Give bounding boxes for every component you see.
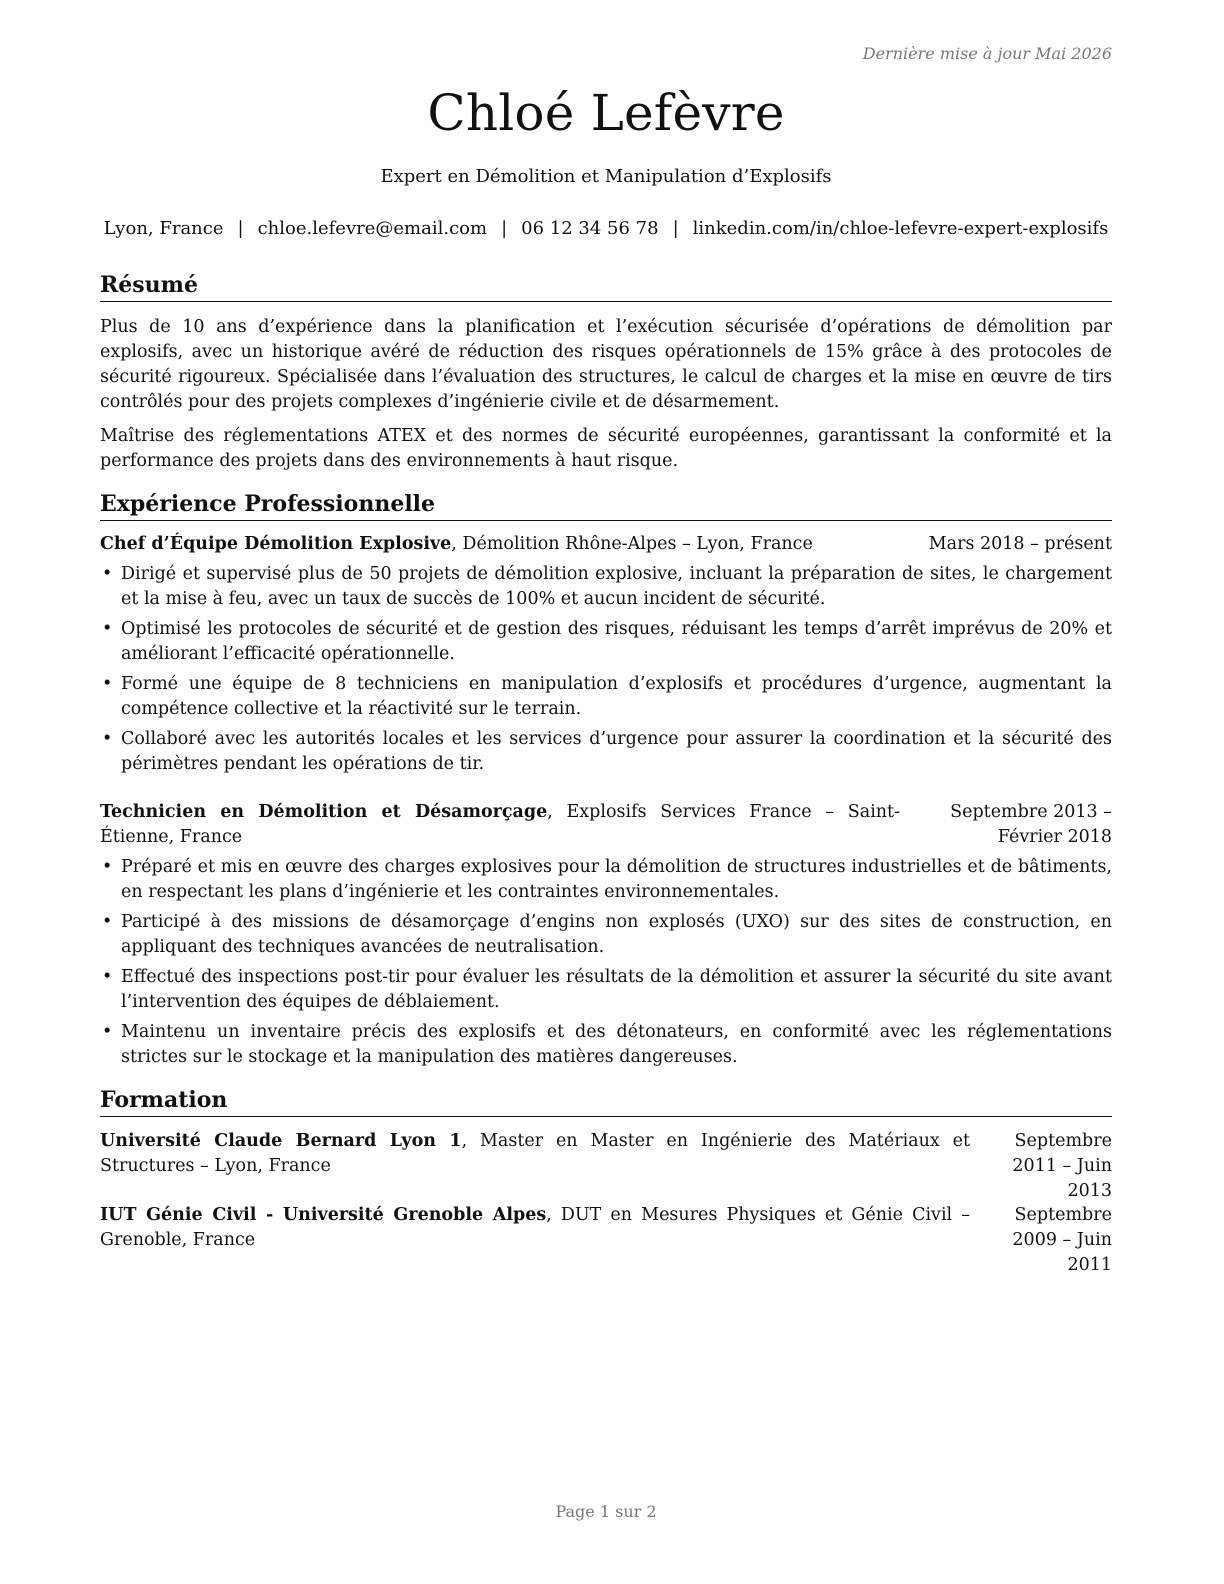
education-detail: , DUT en Mesures Physiques et Génie Civil – Grenoble, France [100,1205,970,1250]
contact-separator: | [237,218,244,239]
education-detail: , Master en Master en Ingénierie des Matériaux et Structures – Lyon, France [100,1131,970,1176]
education-heading: Formation [100,1085,1112,1117]
summary-paragraph: Plus de 10 ans d’expérience dans la planification et l’exécution sécurisée d’opérations de démolition par explosifs, avec un historique avéré de réduction des risques opérationnels de 15% grâce à des protocoles de sécurité rigoureux. Spécialisée dans l’évaluation des structures, le calcul de charges et la mise en œuvre de tirs contrôlés pour des projets complexes d’ingénierie civile et de désarmement. [100,317,1112,412]
experience-section [100,489,1112,1070]
job-role-company [100,800,900,850]
job-dates: Septembre 2013 – Février 2018 [950,802,1112,847]
job-header [100,532,1112,557]
job-bullet: • Effectué des inspections post-tir pour évaluer les résultats de la démolition et assurer la sécurité du site avant l’intervention des équipes de déblaiement. [100,965,1112,1015]
job-bullet: • Maintenu un inventaire précis des explosifs et des détonateurs, en conformité avec les réglementations strictes sur le stockage et la manipulation des matières dangereuses. [100,1020,1112,1070]
last-updated-note: Dernière mise à jour Mai 2026 [862,44,1112,63]
job-role-company [100,532,920,557]
job-bullet: • Optimisé les protocoles de sécurité et de gestion des risques, réduisant les temps d’arrêt imprévus de 20% et améliorant l’efficacité opérationnelle. [100,617,1112,667]
experience-heading: Expérience Professionnelle [100,489,1112,521]
page-number: Page 1 sur 2 [555,1502,657,1521]
contact-separator: | [672,218,679,239]
contact-line [100,218,1112,239]
education-school-detail [100,1203,970,1253]
job-bullet: • Collaboré avec les autorités locales et les services d’urgence pour assurer la coordination et la sécurité des périmètres pendant les opérations de tir. [100,727,1112,777]
job-bullet: • Dirigé et supervisé plus de 50 projets de démolition explosive, incluant la préparation de sites, le chargement et la mise à feu, avec un taux de succès de 100% et aucun incident de sécurité. [100,562,1112,612]
summary-section [100,270,1112,474]
job-header [100,800,1112,850]
contact-location: Lyon, France [103,218,224,239]
education-school: Université Claude Bernard Lyon 1 [100,1131,462,1151]
summary-heading: Résumé [100,270,1112,302]
education-section [100,1085,1112,1275]
education-item [100,1129,1112,1201]
candidate-name: Chloé Lefèvre [427,84,785,142]
contact-linkedin-link[interactable]: linkedin.com/in/chloe-lefevre-expert-explosifs [692,218,1109,239]
education-school: IUT Génie Civil - Université Grenoble Alpes [100,1205,547,1225]
job-role: Technicien en Démolition et Désamorçage [100,802,548,822]
education-item [100,1203,1112,1275]
contact-email-link[interactable]: chloe.lefevre@email.com [257,218,488,239]
education-school-detail [100,1129,970,1179]
summary-paragraph: Maîtrise des réglementations ATEX et des normes de sécurité européennes, garantissant la conformité et la performance des projets dans des environnements à haut risque. [100,426,1112,471]
job-dates: Mars 2018 – présent [928,534,1112,554]
job-bullets [100,562,1112,777]
contact-separator: | [501,218,508,239]
job-bullet: • Préparé et mis en œuvre des charges explosives pour la démolition de structures industrielles et de bâtiments, en respectant les plans d’ingénierie et les contraintes environnementales. [100,855,1112,905]
education-dates: Septembre 2009 – Juin 2011 [1012,1205,1112,1275]
candidate-title: Expert en Démolition et Manipulation d’Explosifs [380,166,832,187]
contact-phone: 06 12 34 56 78 [521,218,659,239]
job-bullets [100,855,1112,1070]
job-company: , Démolition Rhône-Alpes – Lyon, France [451,534,813,554]
job-bullet: • Participé à des missions de désamorçage d’engins non explosés (UXO) sur des sites de construction, en appliquant des techniques avancées de neutralisation. [100,910,1112,960]
education-dates: Septembre 2011 – Juin 2013 [1012,1131,1112,1201]
job-role: Chef d’Équipe Démolition Explosive [100,534,452,554]
resume-page [100,0,1112,1584]
job-bullet: • Formé une équipe de 8 techniciens en manipulation d’explosifs et procédures d’urgence, augmentant la compétence collective et la réactivité sur le terrain. [100,672,1112,722]
job-company: , Explosifs Services France – Saint-Étienne, France [100,802,901,847]
